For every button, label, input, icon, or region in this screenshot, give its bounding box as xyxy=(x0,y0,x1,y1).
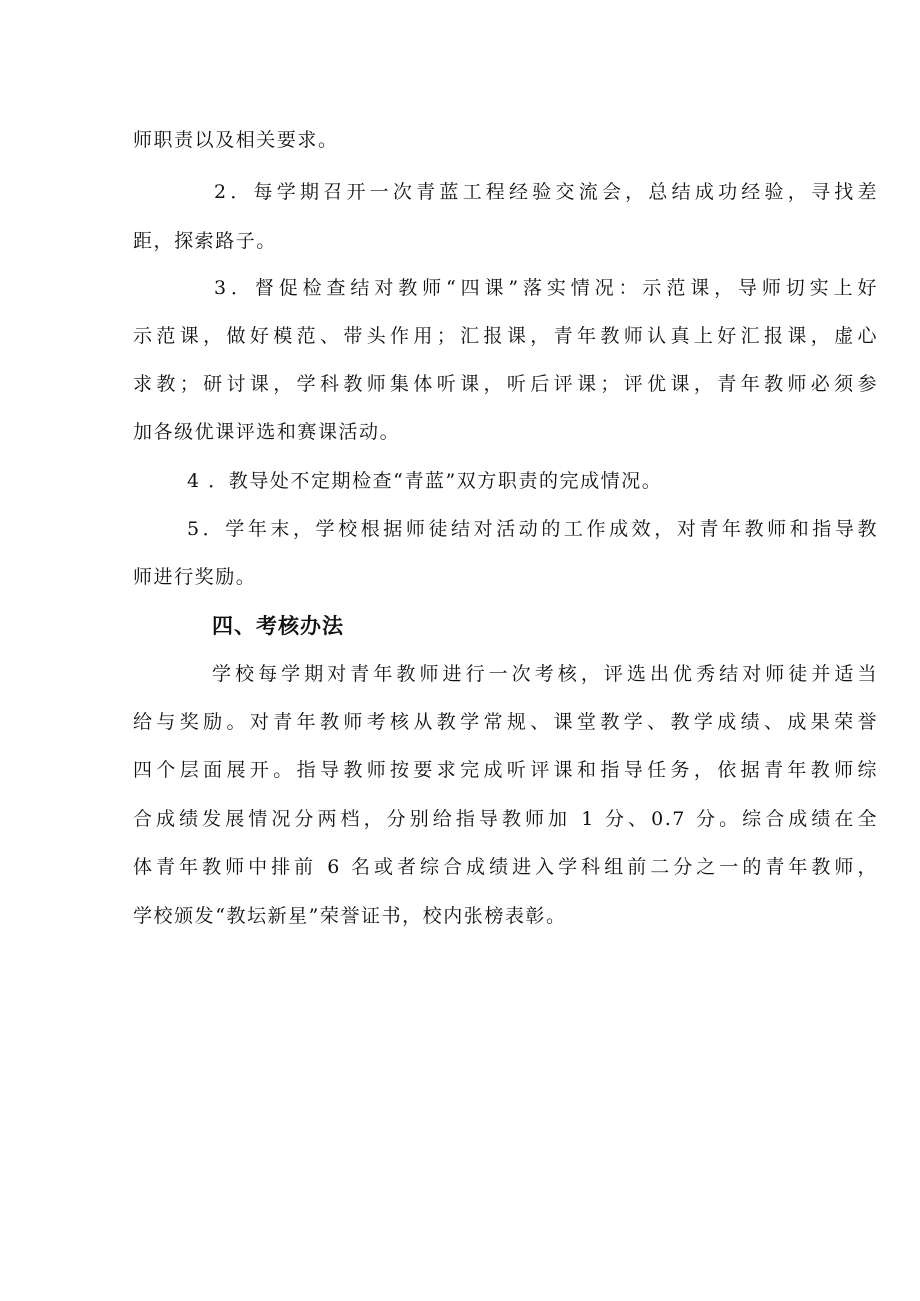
text-line: 师职责以及相关要求。 xyxy=(133,129,339,151)
text-line: 3．督促检查结对教师“四课”落实情况：示范课，导师切实上好 xyxy=(214,277,878,299)
text-line: 求教；研讨课，学科教师集体听课，听后评课；评优课，青年教师必须参 xyxy=(133,373,878,395)
text-line: 5．学年末，学校根据师徒结对活动的工作成效，对青年教师和指导教 xyxy=(187,518,878,540)
text-line: 体青年教师中排前 6 名或者综合成绩进入学科组前二分之一的青年教师， xyxy=(133,856,878,878)
text-line: 学校颁发“教坛新星”荣誉证书，校内张榜表彰。 xyxy=(133,905,567,927)
text-line: 四个层面展开。指导教师按要求完成听评课和指导任务，依据青年教师综 xyxy=(133,759,878,781)
text-line: 学校每学期对青年教师进行一次考核，评选出优秀结对师徒并适当 xyxy=(212,663,878,685)
text-line: 距，探索路子。 xyxy=(133,230,277,252)
text-line: 师进行奖励。 xyxy=(133,566,257,588)
text-line: 4 ．教导处不定期检查“青蓝”双方职责的完成情况。 xyxy=(187,470,663,492)
text-line: 合成绩发展情况分两档，分别给指导教师加 1 分、0.7 分。综合成绩在全 xyxy=(133,808,878,830)
text-line: 加各级优课评选和赛课活动。 xyxy=(133,421,401,443)
text-line: 给与奖励。对青年教师考核从教学常规、课堂教学、教学成绩、成果荣誉 xyxy=(133,711,878,733)
text-line: 示范课，做好模范、带头作用；汇报课，青年教师认真上好汇报课，虚心 xyxy=(133,325,878,347)
section-heading: 四、考核办法 xyxy=(212,614,344,638)
text-line: 2．每学期召开一次青蓝工程经验交流会，总结成功经验，寻找差 xyxy=(214,181,878,203)
